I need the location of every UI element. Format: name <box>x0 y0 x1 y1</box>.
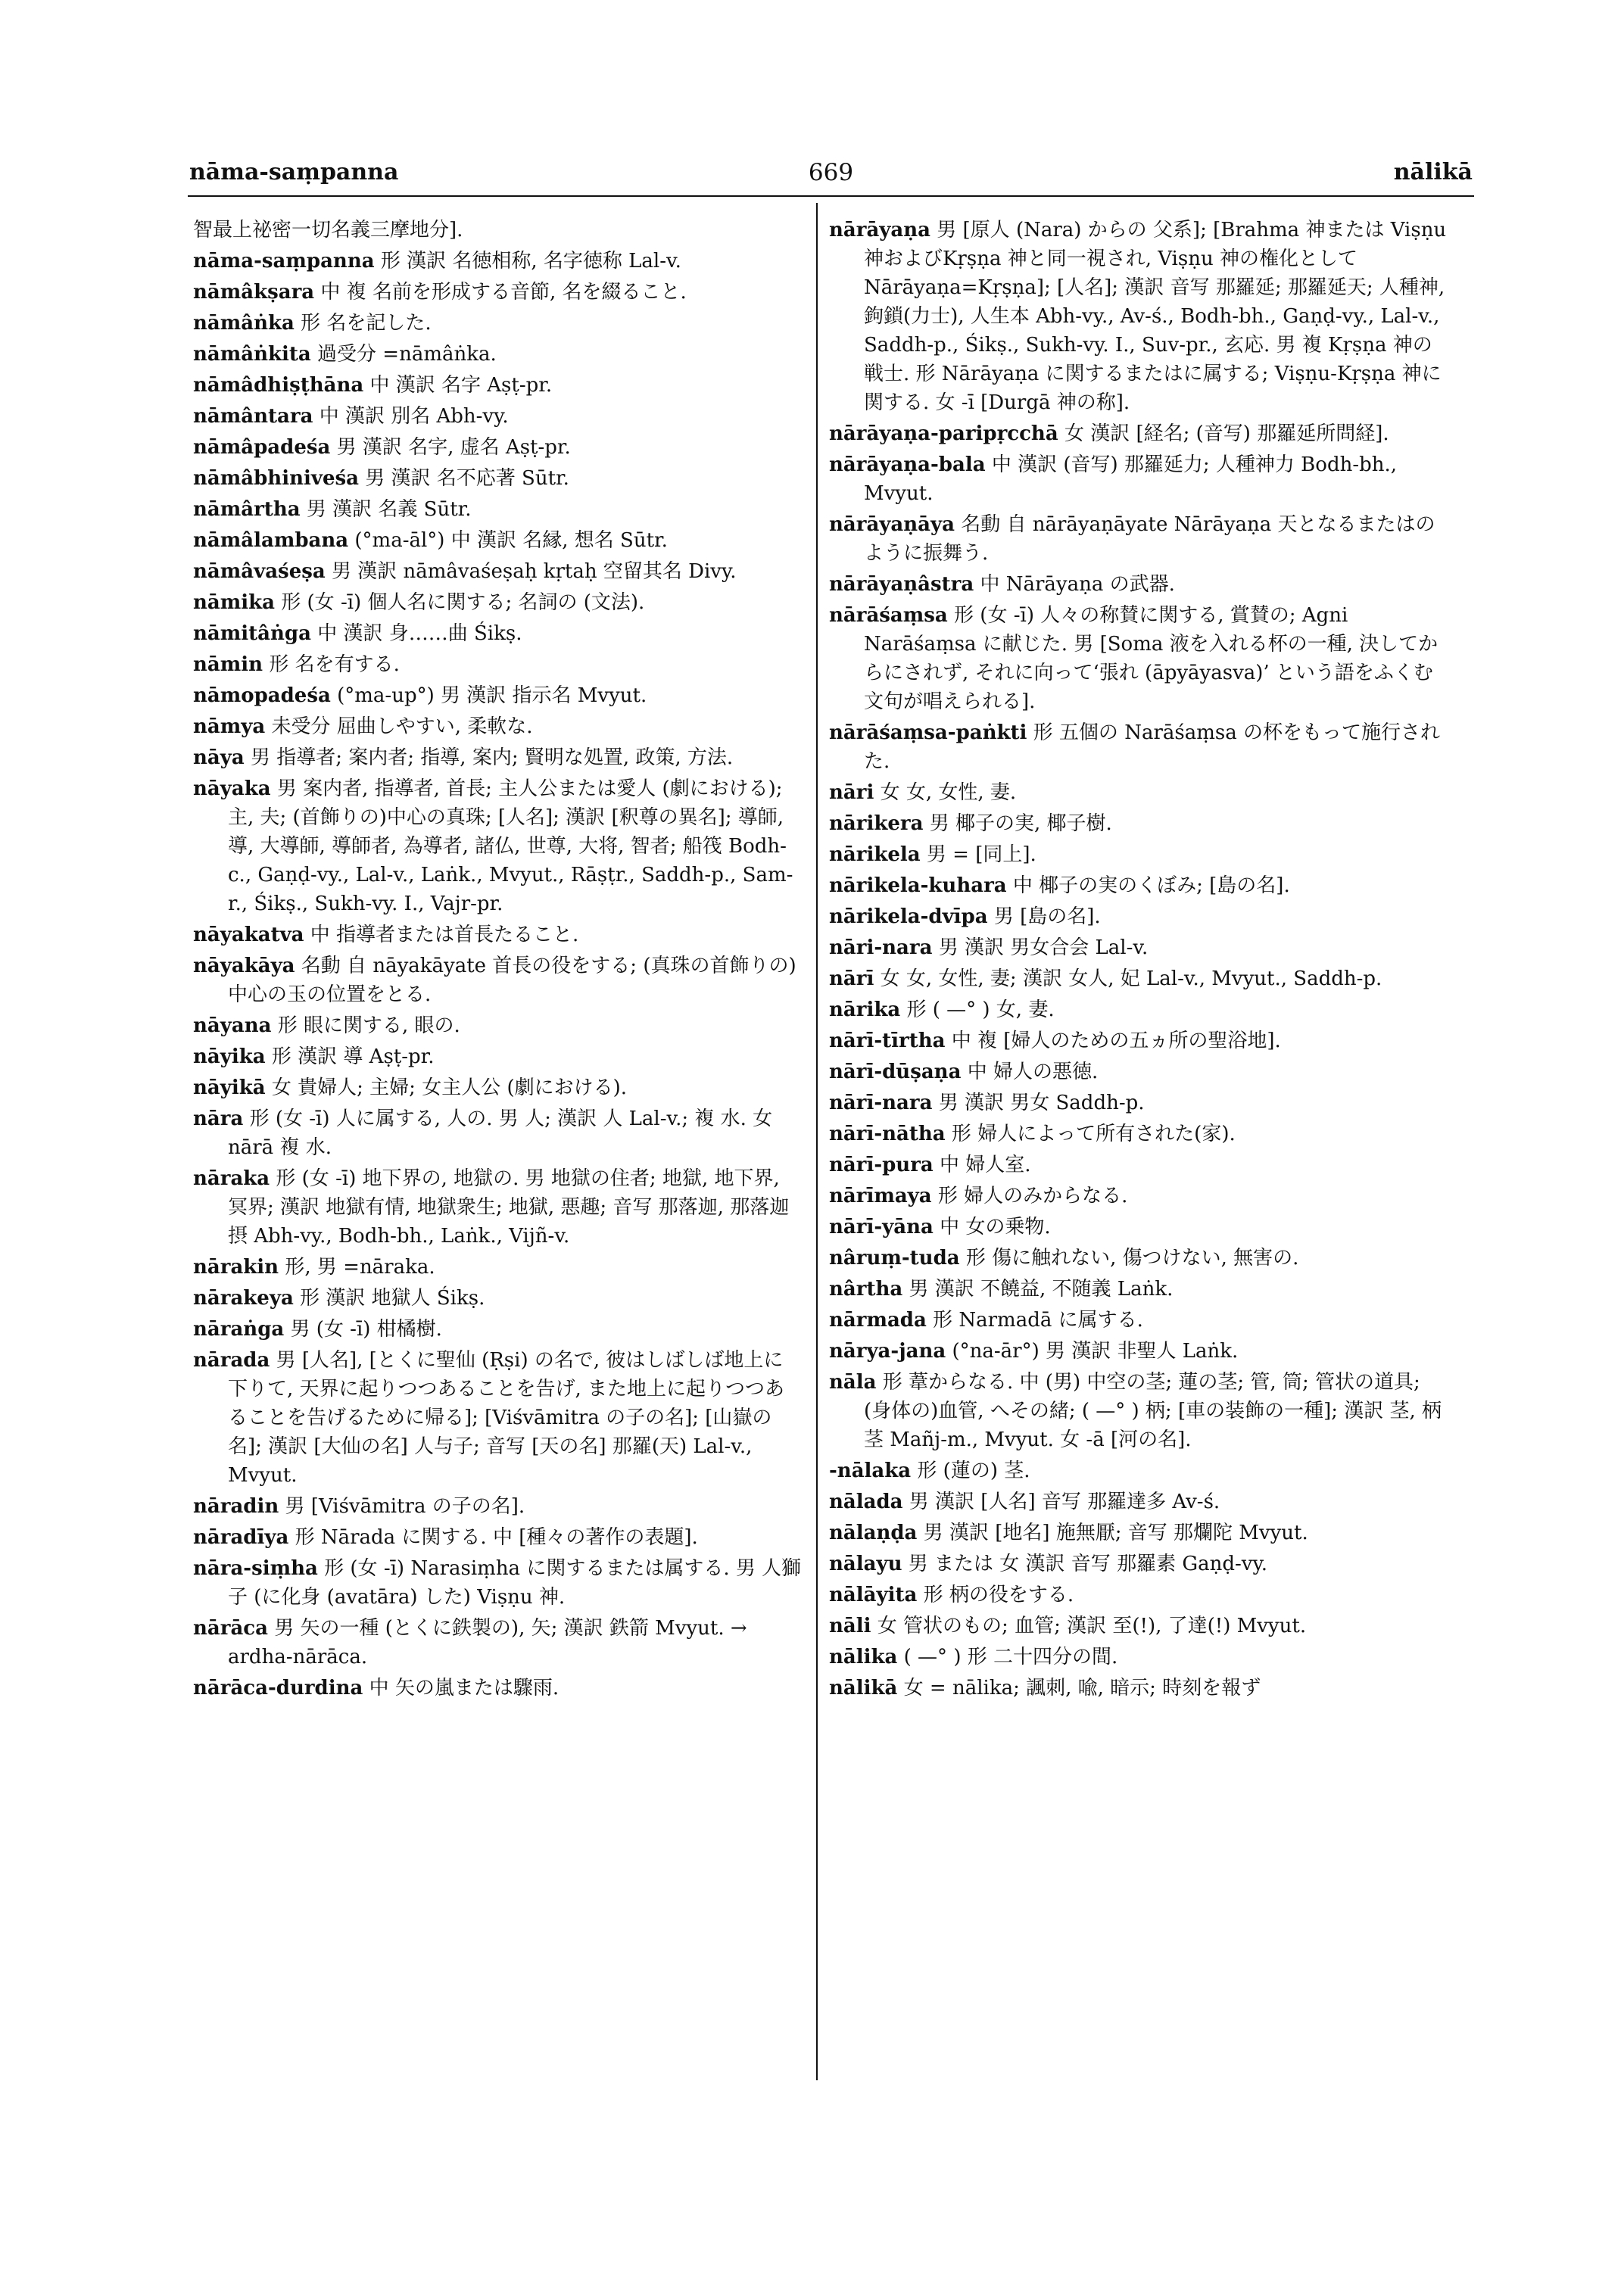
entry-headword: nāyana <box>193 1014 272 1037</box>
entry-headword: -nālaka <box>829 1460 912 1482</box>
entry-definition: 女 漢訳 [経名; (音写) 那羅延所問経]. <box>1064 422 1389 445</box>
entry-definition: 中 矢の嵐または驟雨. <box>369 1677 560 1699</box>
entry-definition: 中 指導者または首長たること. <box>310 924 579 946</box>
entry-definition: 名動 自 nārāyaṇāyate Nārāyaṇa 天となるまたはのように振舞う. <box>864 513 1435 565</box>
entry-definition: 男 (女 -ī) 柑橘樹. <box>290 1318 442 1341</box>
dictionary-entry <box>829 1488 1450 1516</box>
entry-headword: nārī-nātha <box>829 1123 946 1145</box>
dictionary-entry <box>829 510 1450 568</box>
dictionary-entry <box>829 718 1450 776</box>
entry-definition: 形 傷に触れない, 傷つけない, 無害の. <box>965 1247 1299 1270</box>
dictionary-entry <box>829 1674 1450 1703</box>
entry-headword: nārakin <box>193 1256 279 1279</box>
running-head-left: nāma-saṃpanna <box>189 159 399 185</box>
entry-definition: 形 Nārada に関する. 中 [種々の著作の表題]. <box>295 1526 698 1549</box>
entry-headword: nāmika <box>193 591 275 614</box>
dictionary-entry <box>829 216 1450 417</box>
entry-definition: 中 複 [婦人のための五ヵ所の聖浴地]. <box>951 1030 1281 1052</box>
entry-headword: nāmopadeśa <box>193 684 331 707</box>
dictionary-entry <box>193 1284 803 1313</box>
entry-definition: (°na-ār°) 男 漢訳 非聖人 Laṅk. <box>952 1340 1239 1363</box>
entry-definition: 形 ( —° ) 女, 妻. <box>906 999 1055 1021</box>
dictionary-entry <box>193 588 803 617</box>
entry-definition: 中 女の乗物. <box>940 1216 1051 1238</box>
entry-definition: 男 [島の名]. <box>993 905 1101 928</box>
entry-definition: 形, 男 =nāraka. <box>285 1256 435 1279</box>
entry-definition: 男 = [同上]. <box>926 843 1036 866</box>
entry-headword: nāradīya <box>193 1526 289 1549</box>
dictionary-entry <box>193 309 803 338</box>
dictionary-entry <box>829 1275 1450 1304</box>
dictionary-entry <box>193 340 803 369</box>
entry-definition: 女 女, 女性, 妻; 漢訳 女人, 妃 Lal-v., Mvyut., Saddh-p. <box>880 967 1382 990</box>
entry-headword: nāraṅga <box>193 1318 285 1341</box>
entry-definition: 男 漢訳 男女合会 Lal-v. <box>938 936 1149 959</box>
entry-headword: nāyakatva <box>193 924 304 946</box>
entry-headword: nārāca-durdina <box>193 1677 363 1699</box>
entry-definition: 男 [人名], [とくに聖仙 (Ṛṣi) の名で, 彼はしばしば地上に下りて, 天界に起りつつあることを告げ, また地上に起りつつあることを告げるために帰る]; [Viśvāmitra の子の名]; [山嶽の名]; 漢訳 [大仙の名] 人与子; 音写 [天の名] 那羅(天) Lal-v., Mvyut. <box>228 1349 785 1487</box>
dictionary-entry <box>829 1182 1450 1210</box>
entry-definition: ( —° ) 形 二十四分の間. <box>903 1646 1118 1668</box>
entry-definition: 女 女, 女性, 妻. <box>880 781 1017 804</box>
entry-headword: nārī-tīrtha <box>829 1030 946 1052</box>
dictionary-entry <box>193 1614 803 1671</box>
entry-headword: nāra <box>193 1108 244 1130</box>
dictionary-entry <box>829 1612 1450 1640</box>
entry-definition: 未受分 屈曲しやすい, 柔軟な. <box>271 715 533 738</box>
entry-headword: nārmada <box>829 1309 927 1332</box>
dictionary-entry <box>829 1368 1450 1454</box>
dictionary-entry <box>193 1073 803 1102</box>
entry-headword: nālikā <box>829 1677 898 1699</box>
entry-definition: 形 柄の役をする. <box>923 1584 1074 1606</box>
dictionary-entry <box>829 570 1450 599</box>
entry-definition: 形 婦人によって所有された(家). <box>951 1123 1236 1145</box>
entry-definition: 男 矢の一種 (とくに鉄製の), 矢; 漢訳 鉄箭 Mvyut. → ardha-nārāca. <box>228 1617 747 1668</box>
dictionary-entry <box>829 995 1450 1024</box>
dictionary-entry <box>193 921 803 949</box>
entry-definition: 男 または 女 漢訳 音写 那羅素 Gaṇḍ-vy. <box>908 1553 1267 1575</box>
dictionary-entry <box>193 681 803 710</box>
entry-definition: 男 漢訳 不饒益, 不随義 Laṅk. <box>909 1278 1174 1301</box>
column-divider <box>816 203 818 2080</box>
entry-headword: nāyika <box>193 1045 266 1068</box>
entry-headword: nālayu <box>829 1553 902 1575</box>
entry-headword: nārāśaṃsa-paṅkti <box>829 721 1027 744</box>
entry-headword: nāyakāya <box>193 955 295 977</box>
entry-headword: nārikela-kuhara <box>829 874 1007 897</box>
dictionary-entry <box>829 778 1450 807</box>
page-number: 669 <box>808 159 854 186</box>
entry-headword: nālika <box>829 1646 898 1668</box>
entry-definition: 中 婦人室. <box>940 1154 1031 1176</box>
dictionary-entry <box>193 1011 803 1040</box>
entry-headword: nāmâkṣara <box>193 281 315 304</box>
dictionary-entry <box>829 1151 1450 1179</box>
dictionary-entry <box>193 216 803 245</box>
entry-headword: nārī-nara <box>829 1092 933 1114</box>
entry-headword: nārī <box>829 967 874 990</box>
dictionary-entry <box>193 1253 803 1282</box>
entry-headword: nāya <box>193 746 245 769</box>
entry-headword: nāmâdhiṣṭhāna <box>193 374 364 397</box>
dictionary-entry <box>193 1554 803 1612</box>
entry-headword: nāmâlambana <box>193 529 349 552</box>
entry-headword: nārāca <box>193 1617 268 1640</box>
dictionary-entry <box>193 557 803 586</box>
dictionary-entry <box>829 419 1450 448</box>
dictionary-entry <box>829 450 1450 508</box>
dictionary-entry <box>193 1346 803 1490</box>
entry-definition: 形 漢訳 地獄人 Śikṣ. <box>300 1287 485 1310</box>
dictionary-entry <box>193 952 803 1009</box>
entry-headword: nārikela <box>829 843 921 866</box>
running-head-right: nālikā <box>1393 159 1473 185</box>
entry-definition: 形 (女 -ī) 地下界の, 地獄の. 男 地獄の住者; 地獄, 地下界, 冥界; 漢訳 地獄有情, 地獄衆生; 地獄, 悪趣; 音写 那落迦, 那落迦摂 Abh-vy., Bodh-bh., Laṅk., Vijñ-v. <box>228 1167 790 1248</box>
dictionary-entry <box>193 743 803 772</box>
dictionary-entry <box>193 774 803 918</box>
entry-headword: nāradin <box>193 1495 279 1518</box>
entry-headword: nāmâvaśeṣa <box>193 560 326 583</box>
dictionary-entry <box>829 601 1450 716</box>
entry-definition: 中 漢訳 身……曲 Śikṣ. <box>317 622 522 645</box>
page-header <box>189 159 1473 197</box>
dictionary-entry <box>829 1519 1450 1547</box>
entry-definition: 女 = nālika; 諷刺, 喩, 暗示; 時刻を報ず <box>903 1677 1261 1699</box>
entry-headword: nāri <box>829 781 874 804</box>
entry-headword: nālāyita <box>829 1584 918 1606</box>
entry-definition: (°ma-āl°) 中 漢訳 名縁, 想名 Sūtr. <box>354 529 668 552</box>
entry-headword: nārikela-dvīpa <box>829 905 988 928</box>
entry-definition: 中 漢訳 (音写) 那羅延力; 人種神力 Bodh-bh., Mvyut. <box>864 453 1398 505</box>
entry-headword: nārī-yāna <box>829 1216 934 1238</box>
entry-headword: nārī-pura <box>829 1154 934 1176</box>
entry-headword: nāmâṅka <box>193 312 295 335</box>
entry-definition: 女 管状のもの; 血管; 漢訳 至(!), 了達(!) Mvyut. <box>877 1615 1307 1637</box>
entry-definition: 男 [原人 (Nara) からの 父系]; [Brahma 神または Viṣṇu 神およびKṛṣṇa 神と同一視され, Viṣṇu 神の権化として Nārāyaṇa=Kṛṣṇa]; [人名]; 漢訳 音写 那羅延; 那羅延天; 人種神, 鉤鎖(力士), 人生本 Abh-vy., Av-ś., Bodh-bh., Gaṇḍ-vy., Lal-v., Saddh-p., Śikṣ., Sukh-vy. I., Suv-pr., 玄応. 男 複 Kṛṣṇa 神の戦士. 形 Nārāyaṇa に関するまたはに属する; Viṣṇu-Kṛṣṇa 神に関する. 女 -ī [Durgā 神の称]. <box>864 219 1447 414</box>
entry-definition: 形 漢訳 導 Aṣṭ-pr. <box>271 1045 435 1068</box>
entry-definition: 中 漢訳 別名 Abh-vy. <box>319 405 509 428</box>
entry-headword: nārī-dūṣaṇa <box>829 1061 962 1083</box>
dictionary-entry <box>829 1120 1450 1148</box>
dictionary-entry <box>829 1213 1450 1242</box>
dictionary-entry <box>193 712 803 741</box>
dictionary-entry <box>193 1674 803 1703</box>
dictionary-entry <box>193 526 803 555</box>
dictionary-entry <box>829 1244 1450 1273</box>
dictionary-entry <box>193 464 803 493</box>
dictionary-entry <box>193 433 803 462</box>
dictionary-entry <box>193 1042 803 1071</box>
dictionary-entry <box>829 1306 1450 1335</box>
entry-headword: nārāśaṃsa <box>829 604 948 627</box>
entry-definition: 形 五個の Narāśaṃsa の杯をもって施行された. <box>864 721 1440 773</box>
dictionary-entry <box>193 371 803 400</box>
entry-headword: nālaṇḍa <box>829 1522 918 1544</box>
entry-headword: nāli <box>829 1615 871 1637</box>
entry-headword: nāmârtha <box>193 498 301 521</box>
entry-headword: nārāyaṇāya <box>829 513 955 536</box>
entry-definition: 中 婦人の悪徳. <box>967 1061 1099 1083</box>
dictionary-entry <box>193 1164 803 1251</box>
right-column <box>829 216 1450 1705</box>
entry-headword: nāmântara <box>193 405 313 428</box>
dictionary-entry <box>829 809 1450 838</box>
entry-headword: nāmin <box>193 653 263 676</box>
entry-headword: nāraka <box>193 1167 270 1190</box>
entry-definition: 智最上祕密一切名義三摩地分]. <box>193 219 463 241</box>
entry-definition: 形 婦人のみからなる. <box>937 1185 1128 1207</box>
dictionary-entry <box>829 933 1450 962</box>
header-rule <box>188 195 1474 197</box>
dictionary-entry <box>829 1337 1450 1366</box>
entry-definition: 男 漢訳 名字, 虚名 Aṣṭ-pr. <box>336 436 571 459</box>
entry-headword: nārāyaṇa-paripṛcchā <box>829 422 1058 445</box>
entry-definition: 男 漢訳 [地名] 施無厭; 音写 那爛陀 Mvyut. <box>923 1522 1308 1544</box>
entry-headword: nāmitâṅga <box>193 622 311 645</box>
entry-definition: 形 (女 -ī) 人に属する, 人の. 男 人; 漢訳 人 Lal-v.; 複 水. 女 nārā 複 水. <box>228 1108 773 1159</box>
dictionary-entry <box>193 1492 803 1521</box>
entry-headword: nārya-jana <box>829 1340 946 1363</box>
dictionary-entry <box>829 902 1450 931</box>
dictionary-entry <box>193 278 803 307</box>
entry-definition: 男 漢訳 nāmâvaśeṣaḥ kṛtaḥ 空留其名 Divy. <box>332 560 737 583</box>
entry-definition: 形 (女 -ī) 人々の称賛に関する, 賞賛の; Agni Narāśaṃsa に献じた. 男 [Soma 液を入れる杯の一種, 決してからにされず, それに向って‘張れ (āpyāyasva)’ という語をふくむ文句が唱えられる]. <box>864 604 1439 713</box>
entry-definition: 形 漢訳 名徳相称, 名字徳称 Lal-v. <box>380 250 681 273</box>
dictionary-entry <box>829 1643 1450 1671</box>
entry-headword: nârtha <box>829 1278 903 1301</box>
entry-definition: 男 漢訳 男女 Saddh-p. <box>938 1092 1145 1114</box>
dictionary-entry <box>829 1089 1450 1117</box>
entry-headword: nārada <box>193 1349 270 1372</box>
entry-definition: 中 漢訳 名字 Aṣṭ-pr. <box>369 374 553 397</box>
entry-headword: nārika <box>829 999 901 1021</box>
dictionary-entry <box>193 495 803 524</box>
entry-definition: (°ma-up°) 男 漢訳 指示名 Mvyut. <box>337 684 647 707</box>
entry-definition: 形 名を記した. <box>301 312 432 335</box>
entry-definition: 男 [Viśvāmitra の子の名]. <box>285 1495 525 1518</box>
entry-definition: 男 椰子の実, 椰子樹. <box>929 812 1112 835</box>
dictionary-entry <box>829 1581 1450 1609</box>
entry-definition: 形 (蓮の) 茎. <box>917 1460 1030 1482</box>
dictionary-entry <box>829 840 1450 869</box>
entry-headword: nāmya <box>193 715 266 738</box>
entry-definition: 男 漢訳 名不応著 Sūtr. <box>365 467 569 490</box>
entry-headword: nārikera <box>829 812 924 835</box>
entry-definition: 中 椰子の実のくぼみ; [島の名]. <box>1012 874 1290 897</box>
entry-definition: 過受分 =nāmâṅka. <box>317 343 497 366</box>
entry-definition: 形 (女 -ī) Narasiṃha に関するまたは属する. 男 人獅子 (に化身 (avatāra) した) Viṣṇu 神. <box>228 1557 802 1609</box>
entry-definition: 形 (女 -ī) 個人名に関する; 名詞の (文法). <box>281 591 645 614</box>
entry-headword: nālada <box>829 1491 903 1513</box>
entry-headword: nāmâpadeśa <box>193 436 331 459</box>
entry-definition: 男 指導者; 案内者; 指導, 案内; 賢明な処置, 政策, 方法. <box>250 746 734 769</box>
entry-headword: nāmâbhiniveśa <box>193 467 359 490</box>
dictionary-entry <box>193 1315 803 1344</box>
dictionary-entry <box>829 1058 1450 1086</box>
entry-headword: nārāyaṇâstra <box>829 573 974 596</box>
entry-definition: 形 名を有する. <box>269 653 400 676</box>
dictionary-entry <box>829 871 1450 900</box>
entry-definition: 男 案内者, 指導者, 首長; 主人公または愛人 (劇における); 主, 夫; (首飾りの)中心の真珠; [人名]; 漢訳 [釈尊の異名]; 導師, 導, 大導師, 導師者, 為導者, 諸仏, 世尊, 大将, 智者; 船筏 Bodh-c., Gaṇḍ-vy., Lal-v., Laṅk., Mvyut., Rāṣṭr., Saddh-p., Sam-r., Śikṣ., Sukh-vy. I., Vajr-pr. <box>228 777 793 915</box>
entry-definition: 男 漢訳 名義 Sūtr. <box>306 498 472 521</box>
entry-definition: 形 葦からなる. 中 (男) 中空の茎; 蓮の茎; 管, 筒; 管状の道具; (身体の)血管, へその緒; ( —° ) 柄; [車の装飾の一種]; 漢訳 茎, 柄茎 Mañj-m., Mvyut. 女 -ā [河の名]. <box>864 1371 1442 1451</box>
entry-headword: nāyaka <box>193 777 271 800</box>
entry-definition: 名動 自 nāyakāyate 首長の役をする; (真珠の首飾りの) 中心の玉の位置をとる. <box>228 955 796 1006</box>
entry-headword: nâruṃ-tuda <box>829 1247 960 1270</box>
entry-headword: nāla <box>829 1371 877 1394</box>
dictionary-entry <box>193 402 803 431</box>
dictionary-entry <box>193 650 803 679</box>
dictionary-entry <box>193 1104 803 1162</box>
dictionary-entry <box>193 619 803 648</box>
entry-headword: nārāyaṇa-bala <box>829 453 986 476</box>
entry-headword: nāmâṅkita <box>193 343 311 366</box>
entry-headword: nāri-nara <box>829 936 933 959</box>
entry-definition: 形 眼に関する, 眼の. <box>277 1014 460 1037</box>
entry-headword: nāma-saṃpanna <box>193 250 375 273</box>
entry-headword: nārīmaya <box>829 1185 932 1207</box>
entry-definition: 男 漢訳 [人名] 音写 那羅達多 Av-ś. <box>909 1491 1220 1513</box>
entry-headword: nāra-siṃha <box>193 1557 318 1580</box>
dictionary-entry <box>829 1027 1450 1055</box>
entry-definition: 女 貴婦人; 主婦; 女主人公 (劇における). <box>271 1076 628 1099</box>
entry-headword: nārakeya <box>193 1287 294 1310</box>
dictionary-entry <box>193 247 803 276</box>
dictionary-entry <box>193 1523 803 1552</box>
entry-definition: 形 Narmadā に属する. <box>933 1309 1143 1332</box>
dictionary-entry <box>829 1456 1450 1485</box>
entry-headword: nārāyaṇa <box>829 219 930 241</box>
left-column <box>193 216 803 1705</box>
entry-definition: 中 複 名前を形成する音節, 名を綴ること. <box>320 281 687 304</box>
dictionary-entry <box>829 964 1450 993</box>
entry-definition: 中 Nārāyaṇa の武器. <box>980 573 1175 596</box>
entry-headword: nāyikā <box>193 1076 266 1099</box>
dictionary-entry <box>829 1550 1450 1578</box>
